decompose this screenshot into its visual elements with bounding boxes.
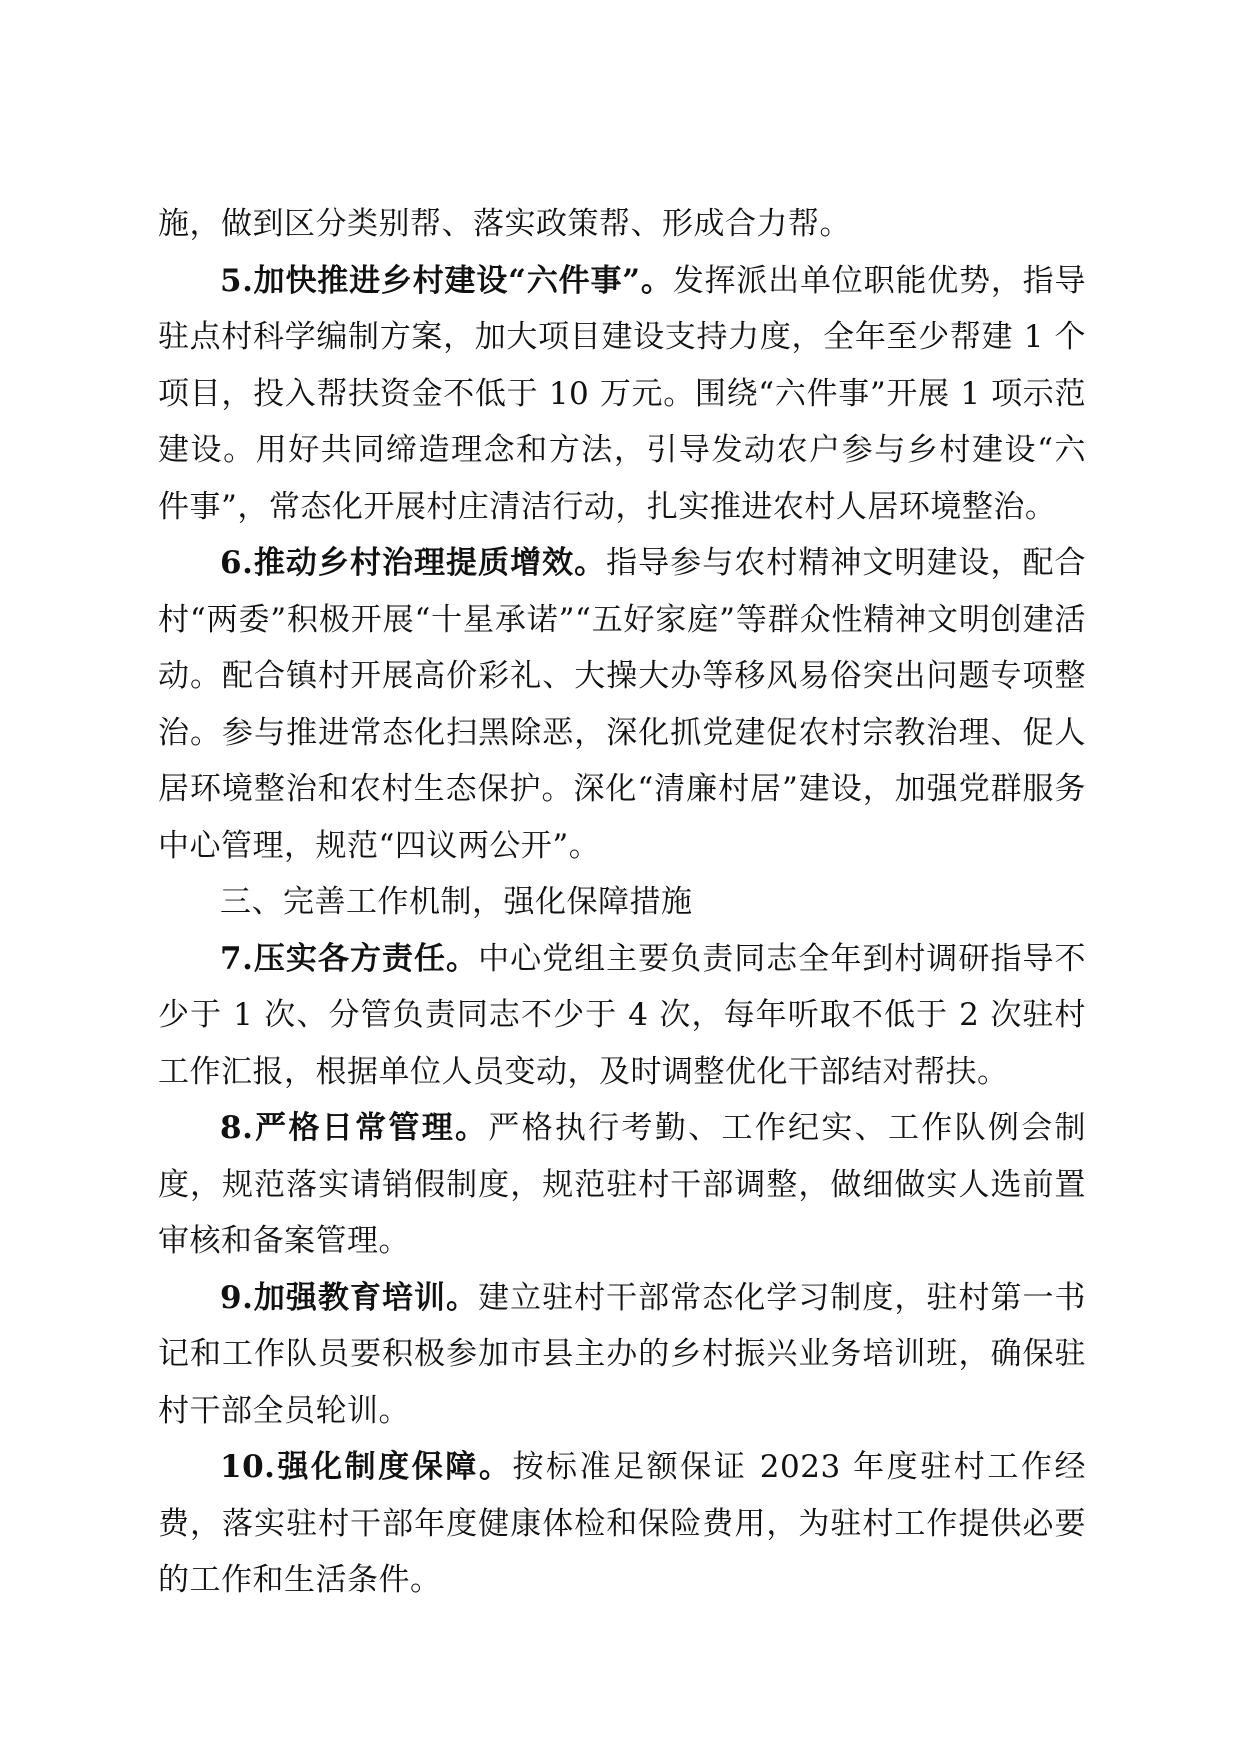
item-6-paragraph — [158, 535, 1086, 874]
item-10-lead: 10.强化制度保障。 — [220, 1449, 513, 1485]
continuation-paragraph: 施，做到区分类别帮、落实政策帮、形成合力帮。 — [158, 206, 851, 242]
item-9-paragraph — [158, 1270, 1086, 1440]
item-7-paragraph — [158, 931, 1086, 1101]
item-8-lead: 8.严格日常管理。 — [220, 1110, 489, 1146]
item-5-body: 发挥派出单位职能优势，指导驻点村科学编制方案，加大项目建设支持力度，全年至少帮建 1 个项目，投入帮扶资金不低于 10 万元。围绕“六件事”开展 1 项示范建设。用好共同缔造理念和方法，引导发动农户参与乡村建设“六件事”，常态化开展村庄清洁行动，扎实推进农村人居环境整治。 — [158, 262, 1086, 525]
item-7-lead: 7.压实各方责任。 — [220, 940, 479, 977]
item-10-paragraph — [158, 1439, 1086, 1609]
item-7-body: 中心党组主要负责同志全年到村调研指导不少于 1 次、分管负责同志不少于 4 次，每年听取不低于 2 次驻村工作汇报，根据单位人员变动，及时调整优化干部结对帮扶。 — [158, 940, 1086, 1090]
item-9-body: 建立驻村干部常态化学习制度，驻村第一书记和工作队员要积极参加市县主办的乡村振兴业务培训班，确保驻村干部全员轮训。 — [158, 1279, 1086, 1429]
item-8-paragraph — [158, 1100, 1086, 1270]
document-page — [158, 196, 1086, 1609]
section-heading: 三、完善工作机制，强化保障措施 — [220, 884, 693, 920]
item-10-body: 按标准足额保证 2023 年度驻村工作经费，落实驻村干部年度健康体检和保险费用，为驻村工作提供必要的工作和生活条件。 — [158, 1449, 1086, 1598]
item-5-lead: 5.加快推进乡村建设“六件事”。 — [220, 262, 673, 299]
item-8-body: 严格执行考勤、工作纪实、工作队例会制度，规范落实请销假制度，规范驻村干部调整，做细做实人选前置审核和备案管理。 — [158, 1110, 1086, 1259]
item-6-body: 指导参与农村精神文明建设，配合村“两委”积极开展“十星承诺”“五好家庭”等群众性精神文明创建活动。配合镇村开展高价彩礼、大操大办等移风易俗突出问题专项整治。参与推进常态化扫黑除恶，深化抓党建促农村宗教治理、促人居环境整治和农村生态保护。深化“清廉村居”建设，加强党群服务中心管理，规范“四议两公开”。 — [158, 545, 1086, 864]
item-6-lead: 6.推动乡村治理提质增效。 — [220, 545, 607, 581]
item-5-paragraph — [158, 253, 1086, 536]
item-9-lead: 9.加强教育培训。 — [220, 1279, 479, 1316]
